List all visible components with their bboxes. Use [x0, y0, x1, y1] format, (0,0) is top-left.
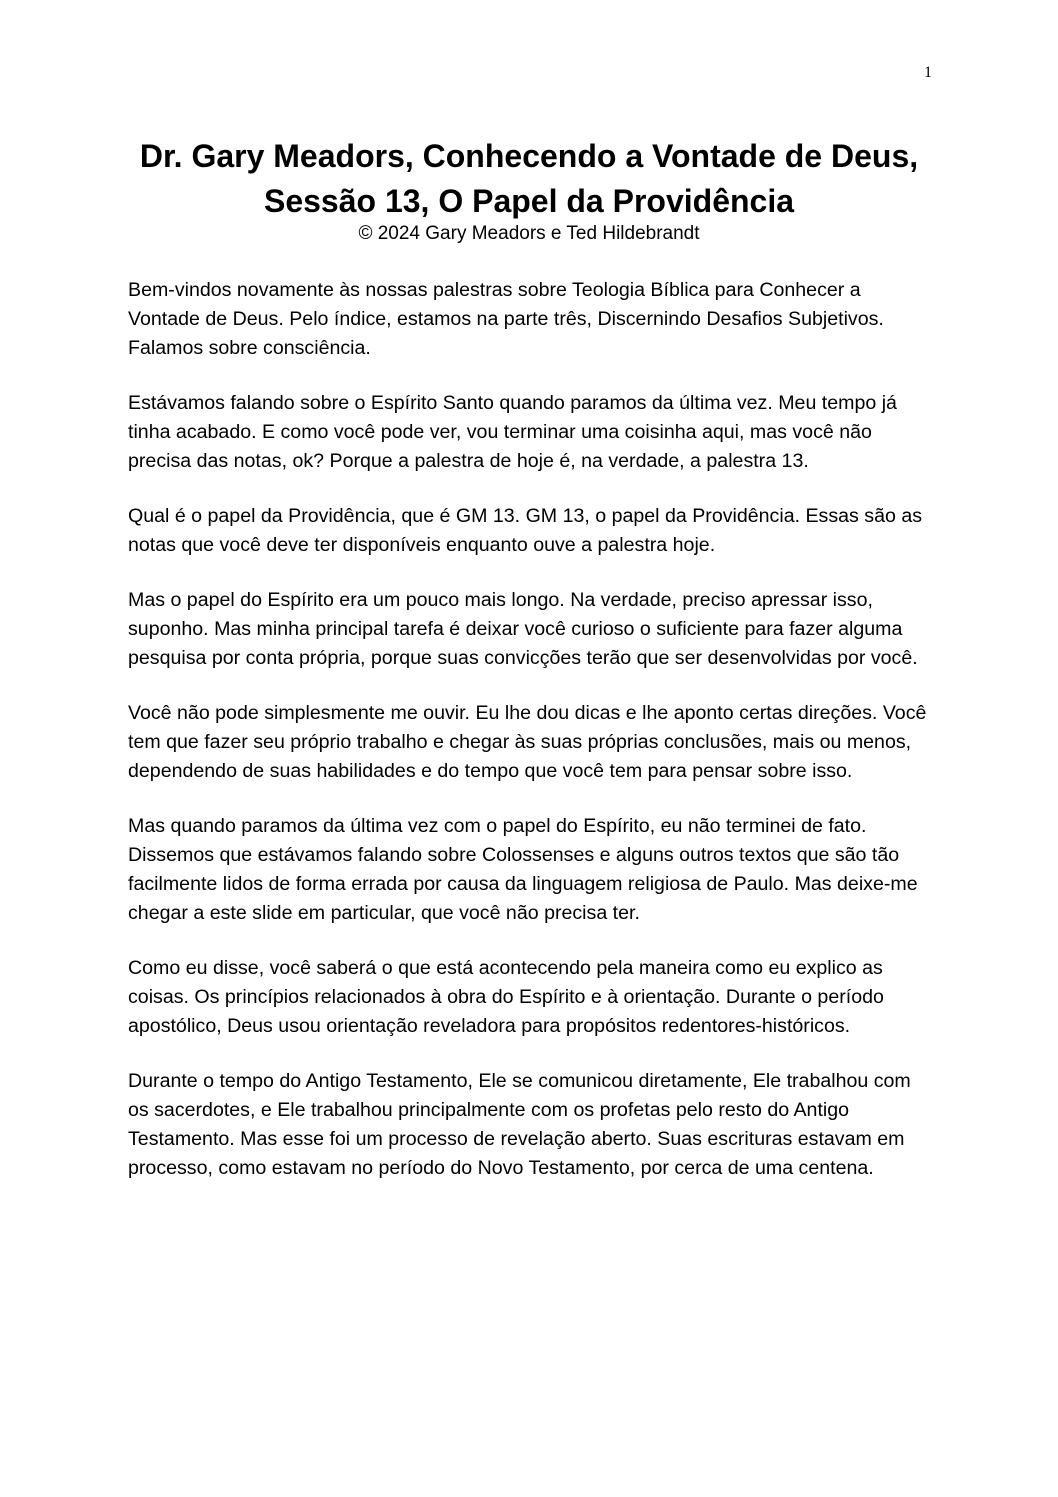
- document-title-line-2: Sessão 13, O Papel da Providência: [263, 183, 795, 219]
- page-number: 1: [924, 64, 932, 81]
- paragraph: Você não pode simplesmente me ouvir. Eu lhe dou dicas e lhe aponto certas direções. Você tem que fazer seu próprio trabalho e chegar às suas próprias conclusões, mais ou menos, dependendo de suas habilidades e do tempo que você tem para pensar sobre isso.: [128, 702, 927, 782]
- copyright-notice: © 2024 Gary Meadors e Ted Hildebrandt: [358, 223, 700, 244]
- document-header: [80, 134, 978, 246]
- paragraph: Mas quando paramos da última vez com o papel do Espírito, eu não terminei de fato. Dissemos que estávamos falando sobre Colossenses e alguns outros textos que são tão facilmente lidos de forma errada por causa da linguagem religiosa de Paulo. Mas deixe-me chegar a este slide em particular, que você não precisa ter.: [128, 815, 918, 924]
- paragraph: Bem-vindos novamente às nossas palestras sobre Teologia Bíblica para Conhecer a Vontade de Deus. Pelo índice, estamos na parte três, Discernindo Desafios Subjetivos. Falamos sobre consciência.: [128, 279, 884, 359]
- paragraph: Durante o tempo do Antigo Testamento, Ele se comunicou diretamente, Ele trabalhou com os sacerdotes, e Ele trabalhou principalmente com os profetas pelo resto do Antigo Testamento. Mas esse foi um processo de revelação aberto. Suas escrituras estavam em processo, como estavam no período do Novo Testamento, por cerca de uma centena.: [128, 1070, 911, 1179]
- paragraph: Qual é o papel da Providência, que é GM 13. GM 13, o papel da Providência. Essas são as notas que você deve ter disponíveis enquanto ouve a palestra hoje.: [128, 505, 923, 556]
- document-body: [128, 276, 934, 1209]
- paragraph: Como eu disse, você saberá o que está acontecendo pela maneira como eu explico as coisas. Os princípios relacionados à obra do Espírito e à orientação. Durante o período apostólico, Deus usou orientação reveladora para propósitos redentores-históricos.: [128, 957, 884, 1037]
- paragraph: Mas o papel do Espírito era um pouco mais longo. Na verdade, preciso apressar isso, suponho. Mas minha principal tarefa é deixar você curioso o suficiente para fazer alguma pesquisa por conta própria, porque suas convicções terão que ser desenvolvidas por você.: [128, 589, 918, 669]
- document-title-line-1: Dr. Gary Meadors, Conhecendo a Vontade de Deus,: [139, 138, 919, 174]
- paragraph: Estávamos falando sobre o Espírito Santo quando paramos da última vez. Meu tempo já tinha acabado. E como você pode ver, vou terminar uma coisinha aqui, mas você não precisa das notas, ok? Porque a palestra de hoje é, na verdade, a palestra 13.: [128, 392, 897, 472]
